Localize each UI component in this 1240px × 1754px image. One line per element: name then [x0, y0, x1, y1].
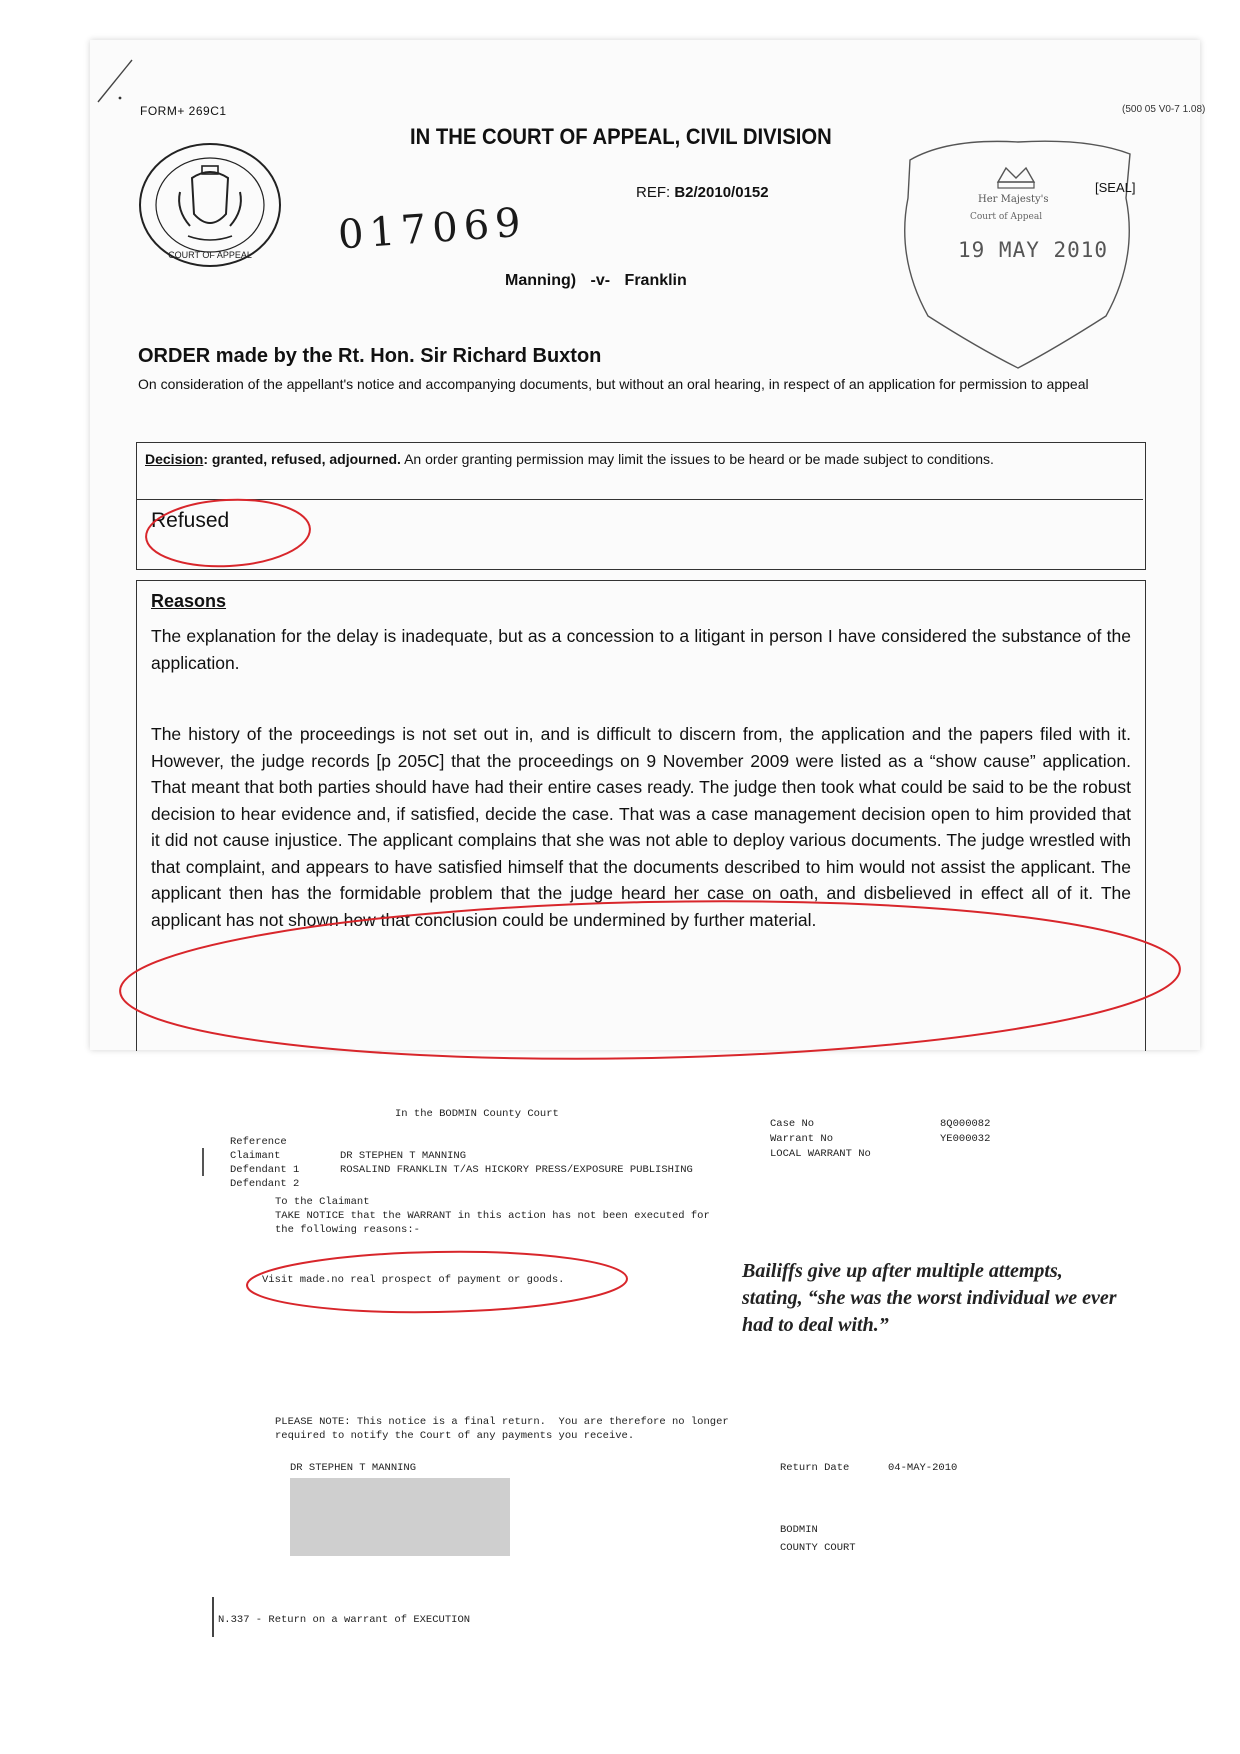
warrant-court-name: In the BODMIN County Court — [395, 1108, 559, 1120]
decision-header: Decision: granted, refused, adjourned. An order granting permission may limit the issues to be heard or be made subject to conditions. — [137, 443, 1143, 500]
seal-text-line2: Court of Appeal — [970, 212, 1043, 222]
order-intro-text: On consideration of the appellant's notice and accompanying documents, but without an oral hearing, in respect of an application for permission to appeal — [138, 376, 1089, 392]
case-parties: Manning) -v- Franklin — [505, 272, 687, 289]
non-execution-reason: Visit made.no real prospect of payment or goods. — [262, 1274, 565, 1286]
return-date-value: 04-MAY-2010 — [888, 1462, 958, 1474]
court-title: IN THE COURT OF APPEAL, CIVIL DIVISION — [410, 124, 832, 149]
reference-label: Reference — [230, 1136, 287, 1148]
ref-value: B2/2010/0152 — [674, 184, 769, 201]
reasons-box — [136, 580, 1146, 1051]
seal-date: 19 MAY 2010 — [958, 238, 1109, 262]
reasons-paragraph-1: The explanation for the delay is inadequate, but as a concession to a litigant in person I have considered the substance of the application. — [151, 626, 1131, 673]
warrant-return-page — [190, 1080, 1070, 1740]
decision-note: An order granting permission may limit the issues to be heard or be made subject to conditions. — [404, 451, 994, 467]
pen-slash-mark — [96, 56, 146, 106]
court-name-line-2: COUNTY COURT — [780, 1542, 856, 1554]
form-footer: N.337 - Return on a warrant of EXECUTION — [218, 1614, 471, 1626]
seal-text-line1: Her Majesty's — [978, 194, 1049, 205]
claimant-label: Claimant — [230, 1150, 281, 1162]
please-note-line-1: PLEASE NOTE: This notice is a final return. You are therefore no longer — [275, 1416, 729, 1428]
warrant-no-label: Warrant No — [770, 1133, 834, 1145]
reasons-heading: Reasons — [151, 591, 227, 611]
warrant-no-value: YE000032 — [940, 1133, 991, 1145]
to-line: To the Claimant — [275, 1196, 370, 1208]
ref-label: REF: — [636, 184, 671, 201]
court-name-line-1: BODMIN — [780, 1524, 818, 1536]
notice-line-2: the following reasons:- — [275, 1224, 420, 1236]
seal-label: [SEAL] — [1095, 180, 1136, 195]
decision-options: granted, refused, adjourned. — [211, 451, 401, 467]
signer-name: DR STEPHEN T MANNING — [290, 1462, 417, 1474]
form-code: FORM+ 269C1 — [140, 104, 227, 118]
annotation-caption: Bailiffs give up after multiple attempts, stating, “she was the worst individual we ever had to deal with.” — [742, 1260, 1117, 1336]
defendant1-value: ROSALIND FRANKLIN T/AS HICKORY PRESS/EXPOSURE PUBLISHING — [340, 1164, 693, 1176]
court-crest-logo — [136, 140, 284, 270]
handwritten-number: 017069 — [336, 199, 529, 259]
decision-value: Refused — [151, 509, 230, 532]
case-no-label: Case No — [770, 1118, 815, 1130]
claimant-value: DR STEPHEN T MANNING — [340, 1150, 467, 1162]
reasons-paragraph-2: The history of the proceedings is not set out in, and is difficult to discern from, the application and the papers filed with it. However, the judge records [p 205C] that the proceedings on 9 November 2009 were listed as a “show cause” application. That meant that both parties should have had their entire cases ready. The judge then took what could be said to be the robust decision to hear evidence and, if satisfied, decide the case. That was a case management decision open to him provided that it did not cause injustice. The applicant complains that she was not able to deploy various documents. The judge wrestled with that complaint, and appears to have satisfied himself that the documents described to him would not assist the applicant. The applicant then has the formidable problem that the judge heard her case on oath, and disbelieved in effect all of it. The applicant has not shown how that conclusion could be undermined by further material. — [151, 724, 1131, 930]
crest-text: COURT OF APPEAL — [168, 250, 252, 260]
redacted-address-block — [290, 1478, 510, 1556]
case-no-value: 8Q000082 — [940, 1118, 991, 1130]
local-warrant-label: LOCAL WARRANT No — [770, 1148, 871, 1160]
please-note-line-2: required to notify the Court of any payments you receive. — [275, 1430, 635, 1442]
order-heading: ORDER made by the Rt. Hon. Sir Richard Buxton — [138, 345, 602, 367]
margin-mark — [202, 1148, 204, 1176]
reference-line — [636, 184, 769, 201]
return-date-label: Return Date — [780, 1462, 850, 1474]
decision-box — [136, 442, 1146, 570]
form-ref-code: (500 05 V0-7 1.08) — [1122, 104, 1206, 115]
defendant2-label: Defendant 2 — [230, 1178, 300, 1190]
defendant1-label: Defendant 1 — [230, 1164, 300, 1176]
notice-line-1: TAKE NOTICE that the WARRANT in this action has not been executed for — [275, 1210, 710, 1222]
margin-mark — [212, 1597, 214, 1637]
decision-label: Decision — [145, 451, 204, 467]
